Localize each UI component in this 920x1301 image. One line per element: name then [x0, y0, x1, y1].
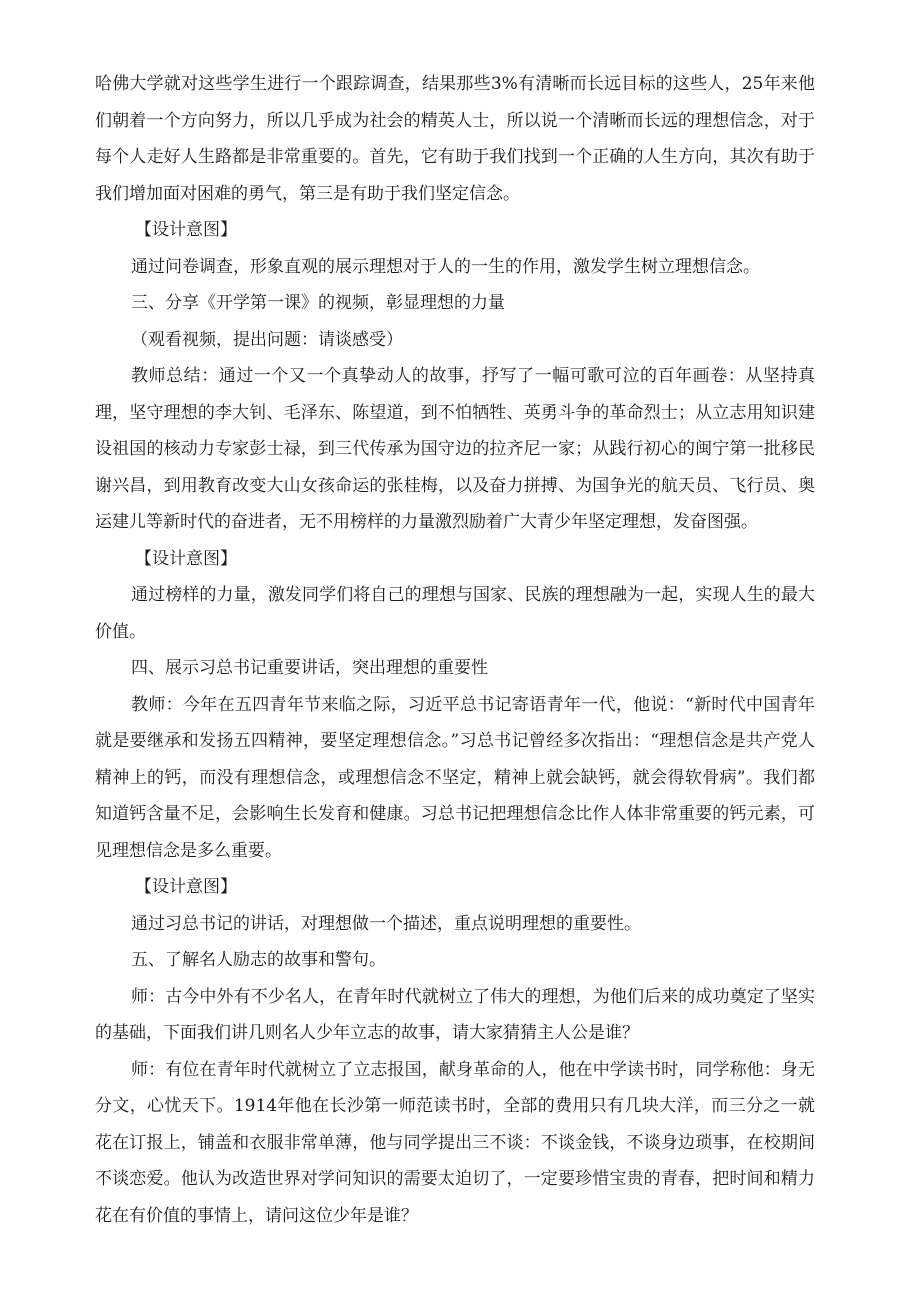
paragraph-young-man-story: 师：有位在青年时代就树立了立志报国，献身革命的人，他在中学读书时，同学称他：身无分文，心忧天下。1914年他在长沙第一师范读书时，全部的费用只有几块大洋，而三分之一就花在订报上，铺盖和衣服非常单薄，他与同学提出三不谈：不谈金钱，不谈身边琐事，在校期间不谈恋爱。他认为改造世界对学问知识的需要太迫切了，一定要珍惜宝贵的青春，把时间和精力花在有价值的事情上，请问这位少年是谁？: [95, 1059, 815, 1226]
section-heading-5: 五、了解名人励志的故事和警句。: [131, 950, 386, 970]
design-intent-heading-1: 【设计意图】: [135, 220, 237, 240]
document-body: [95, 66, 815, 1234]
section-heading-3: 三、分享《开学第一课》的视频，彰显理想的力量: [131, 293, 505, 313]
paragraph-speech: 教师：今年在五四青年节来临之际，习近平总书记寄语青年一代，他说：“新时代中国青年就是要继承和发扬五四精神，要坚定理想信念。”习总书记曾经多次指出：“理想信念是共产党人精神上的钙，而没有理想信念，或理想信念不坚定，精神上就会缺钙，就会得软骨病”。我们都知道钙含量不足，会影响生长发育和健康。习总书记把理想信念比作人体非常重要的钙元素，可见理想信念是多么重要。: [95, 694, 815, 861]
paragraph-teacher-summary: 教师总结：通过一个又一个真挚动人的故事，抒写了一幅可歌可泣的百年画卷：从坚持真理，坚守理想的李大钊、毛泽东、陈望道，到不怕牺牲、英勇斗争的革命烈士；从立志用知识建设祖国的核动力专家彭士禄，到三代传承为国守边的拉齐尼一家；从践行初心的闽宁第一批移民谢兴昌，到用教育改变大山女孩命运的张桂梅，以及奋力拼搏、为国争光的航天员、飞行员、奥运建儿等新时代的奋进者，无不用榜样的力量激烈励着广大青少年坚定理想，发奋图强。: [95, 366, 815, 532]
paragraph-design-intent-1: 通过问卷调查，形象直观的展示理想对于人的一生的作用，激发学生树立理想信念。: [131, 256, 760, 277]
paragraph-design-intent-2: 通过榜样的力量，激发同学们将自己的理想与国家、民族的理想融为一起，实现人生的最大价值。: [95, 585, 815, 642]
video-note: （观看视频，提出问题：请谈感受）: [131, 329, 403, 350]
section-heading-4: 四、展示习总书记重要讲话，突出理想的重要性: [131, 658, 488, 678]
paragraph-famous-people-intro: 师：古今中外有不少名人，在青年时代就树立了伟大的理想，为他们后来的成功奠定了坚实的基础，下面我们讲几则名人少年立志的故事，请大家猜猜主人公是谁？: [95, 986, 815, 1043]
design-intent-heading-2: 【设计意图】: [135, 548, 237, 569]
paragraph-survey-conclusion: 哈佛大学就对这些学生进行一个跟踪调查，结果那些3%有清晰而长远目标的这些人，25年来他们朝着一个方向努力，所以几乎成为社会的精英人士，所以说一个清晰而长远的理想信念，对于每个人走好人生路都是非常重要的。首先，它有助于我们找到一个正确的人生方向，其次有助于我们增加面对困难的勇气，第三是有助于我们坚定信念。: [95, 74, 815, 204]
design-intent-heading-3: 【设计意图】: [135, 877, 237, 897]
paragraph-design-intent-3: 通过习总书记的讲话，对理想做一个描述，重点说明理想的重要性。: [131, 913, 641, 934]
